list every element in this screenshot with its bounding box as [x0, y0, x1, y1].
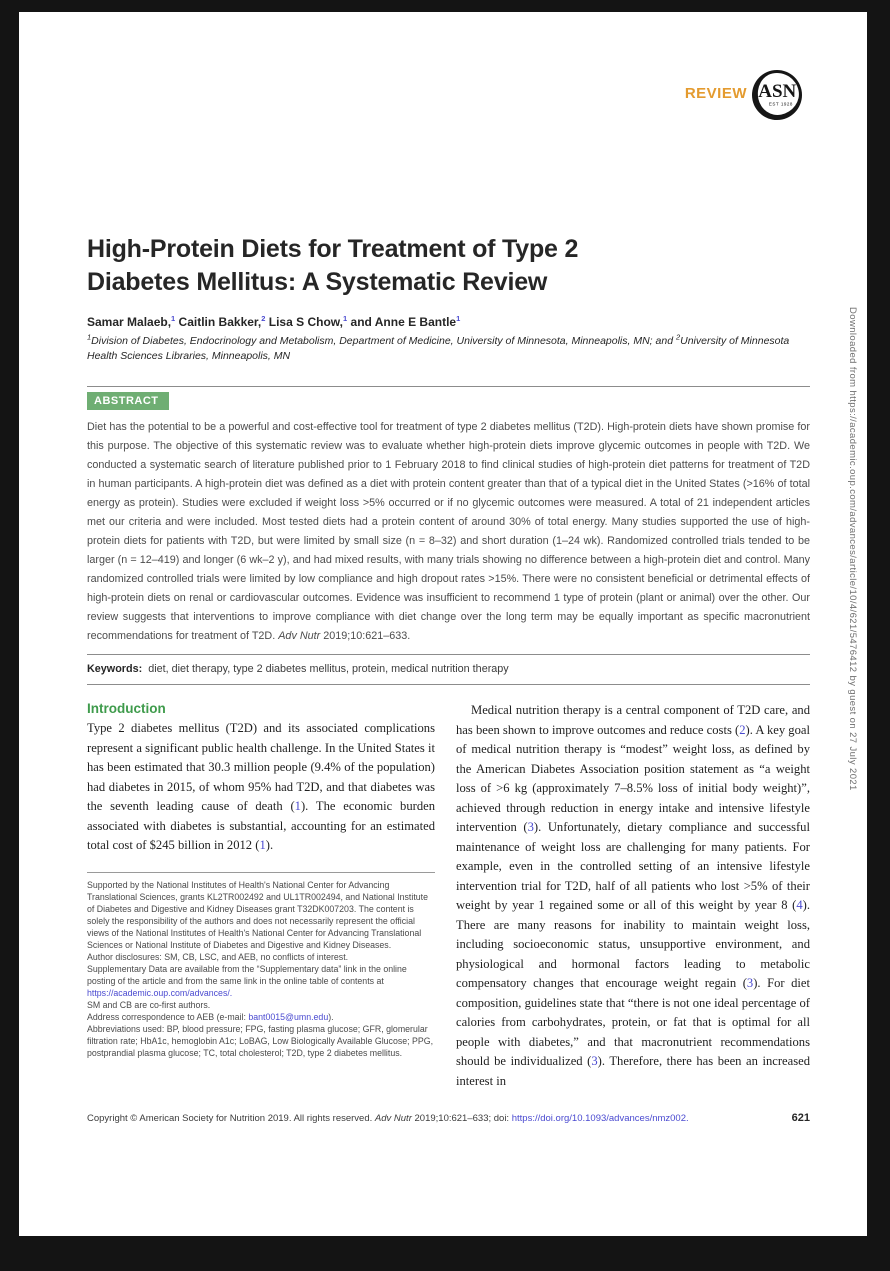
affiliation-text: University of Minnesota Health Sciences Libraries, Minneapolis, MN: [87, 335, 790, 362]
journal-name: Adv Nutr: [374, 1113, 412, 1124]
abstract-body: Diet has the potential to be a powerful and cost-effective tool for treatment of type 2 diabetes mellitus (T2D). High-protein diets have shown promise for this purpose. The objective of this systematic review was to evaluate whether high-protein diets improve glycemic outcomes in people with T2D. We conducted a systematic search of literature published prior to 1 February 2018 to find clinical studies of high-protein diet patterns for treatment of T2D in human participants. A high-protein diet was defined as a diet with protein content greater than that of a typical diet in the United States (>16% of total energy as protein). Studies were excluded if weight loss >5% occurred or if no glycemic outcomes were measured. A total of 21 independent articles met our criteria and were included. Most tested diets had a protein content of around 30% of total energy. Many studies supported the use of high-protein diets for patients with T2D, but were limited by small size (n = 8–32) and short duration (1–24 wk). Randomized controlled trials tended to be larger (n = 12–419) and longer (6 wk–2 y), and had mixed results, with many trials showing no difference between a high-protein diet and control. Many randomized controlled trials were limited by low compliance and high dropout rates >15%. There were no consistent beneficial or detrimental effects of high-protein diets on renal or cardiovascular outcomes. Evidence was insufficient to recommend 1 type of protein (plant or animal) over the other. Our review suggests that interventions to improve compliance with diet change over the long term may be equally important as specific macronutrient recommendations for treatment of T2D.: [87, 421, 810, 642]
introduction-paragraph: Type 2 diabetes mellitus (T2D) and its associated complications represent a significant public health challenge. In the United States it has been estimated that 30.3 million people (9.4% of the population) had diabetes in 2015, of whom 95% had T2D, and that diabetes was the seventh leading cause of death (1). The economic burden associated with diabetes is substantial, accounting for an estimated total cost of $245 billion in 2012 (1).: [87, 721, 436, 852]
reference-number[interactable]: 1: [259, 838, 266, 852]
title-line-1: High-Protein Diets for Treatment of Type 2: [87, 235, 579, 263]
reference-number[interactable]: 1: [294, 799, 301, 813]
reference-number[interactable]: 3: [591, 1054, 598, 1068]
abstract-citation: 2019;10:621–633.: [320, 630, 411, 642]
two-column-body: [87, 701, 810, 1112]
author-list: [87, 315, 810, 329]
article-page: [19, 12, 867, 1236]
divider: [87, 654, 810, 655]
asn-logo-text: ASN: [758, 80, 797, 102]
main-text-paragraph: Medical nutrition therapy is a central component of T2D care, and has been shown to improve outcomes and reduce costs (2). A key goal of medical nutrition therapy is “modest” weight loss, as defined by the American Diabetes Association position statement as “a weight loss of >6 kg (approximately 7–8.5% loss of initial body weight)”, achieved through reduction in energy intake and intensive lifestyle intervention (3). Unfortunately, dietary compliance and successful maintenance of weight loss are challenging for many patients. For example, even in the controlled setting of an intensive lifestyle intervention trial for T2D, half of all patients who lost >5% of their weight by year 1 regained some or all of this weight by year 8 (4). There are many reasons for inability to maintain weight loss, including socioeconomic status, unsupportive environment, and physiological and hormonal factors leading to metabolic compensatory changes that encourage weight regain (3). For diet composition, guidelines state that “there is not one ideal percentage of calories from carbohydrates, protein, or fat that is optimal for all people with diabetes,” and that macronutrient recommendations should be individualized (3). Therefore, there has been an increased interest in: [456, 703, 810, 1088]
copyright-text: Copyright © American Society for Nutrition 2019. All rights reserved.: [87, 1113, 375, 1124]
divider: [87, 684, 810, 685]
author-name: Lisa S Chow,: [265, 315, 344, 329]
footnote-support: Supported by the National Institutes of Health's National Center for Advancing Translational Sciences, grants KL2TR002492 and UL1TR002494, and National Institute of Diabetes and Digestive and Kidney Diseases grant T32DK007203. The content is solely the responsibility of the authors and does not necessarily represent the official views of the National Institutes of Health's National Center for Advancing Translational Sciences or National Institute of Diabetes and Digestive and Kidney Diseases.: [87, 879, 429, 950]
reference-number[interactable]: 4: [796, 898, 803, 912]
left-column: [87, 701, 435, 1112]
footnote-correspondence: [87, 1011, 435, 1023]
reference-number[interactable]: 3: [746, 976, 754, 990]
asn-logo-subtext: EST 1928: [768, 100, 793, 106]
footnote-supplementary: [87, 963, 435, 999]
copyright-line: [87, 1113, 689, 1124]
article-title: [87, 233, 810, 299]
correspondence-email-link[interactable]: bant0015@umn.edu: [248, 1011, 329, 1022]
author-name: Samar Malaeb,: [87, 315, 172, 329]
asn-logo: [747, 65, 806, 124]
author-superscript: 2: [261, 314, 266, 323]
abstract-label: ABSTRACT: [87, 392, 169, 410]
keywords-line: [87, 663, 810, 675]
author-name: and Anne E Bantle: [347, 315, 457, 329]
affiliation-superscript: 1: [87, 332, 92, 342]
divider: [87, 386, 810, 387]
doi-link[interactable]: https://doi.org/10.1093/advances/nmz002.: [511, 1113, 689, 1124]
page-footer: [87, 1112, 810, 1124]
download-watermark: Downloaded from https://academic.oup.com/advances/article/10/4/621/5476412 by guest on 27 July 2021: [847, 307, 858, 791]
affiliation-superscript: 2: [675, 332, 681, 342]
affiliation-line: [87, 334, 810, 364]
author-superscript: 1: [343, 314, 348, 323]
review-badge: REVIEW: [684, 85, 747, 102]
author-superscript: 1: [171, 314, 176, 323]
copyright-citation: 2019;10:621–633; doi:: [411, 1113, 512, 1124]
footnote-supplementary-text: Supplementary Data are available from the “Supplementary data” link in the online posting of the article and from the same link in the online table of contents at: [87, 963, 407, 986]
author-superscript: 1: [456, 314, 461, 323]
page-number: 621: [791, 1112, 810, 1124]
page-content: [19, 12, 867, 1236]
right-column: [456, 701, 810, 1112]
supplementary-data-link[interactable]: https://academic.oup.com/advances/.: [87, 987, 233, 998]
abstract-citation-journal: Adv Nutr: [278, 630, 321, 642]
correspondence-text: Address correspondence to AEB (e-mail:: [87, 1011, 249, 1022]
abstract-text: [87, 418, 810, 646]
reference-number[interactable]: 3: [527, 820, 534, 834]
footnote-abbreviations: Abbreviations used: BP, blood pressure; FPG, fasting plasma glucose; GFR, glomerular filtration rate; HbA1c, hemoglobin A1c; LoBAG, Low Biologically Available Glucose; PPG, postprandial plasma glucose; TC, total cholesterol; T2D, type 2 diabetes mellitus.: [87, 1023, 434, 1058]
affiliation-text: Division of Diabetes, Endocrinology and Metabolism, Department of Medicine, University of Minnesota, Minneapolis, MN; and: [91, 335, 676, 347]
keywords-text: diet, diet therapy, type 2 diabetes mellitus, protein, medical nutrition therapy: [148, 663, 509, 675]
author-name: Caitlin Bakker,: [175, 315, 262, 329]
footnotes-block: [87, 879, 435, 1059]
introduction-heading: Introduction: [87, 701, 166, 716]
footnote-divider: [87, 872, 435, 873]
reference-number[interactable]: 2: [739, 722, 746, 737]
footnote-cofirst: SM and CB are co-first authors.: [87, 999, 211, 1010]
title-line-2: Diabetes Mellitus: A Systematic Review: [87, 268, 548, 296]
correspondence-text-end: ).: [328, 1011, 334, 1022]
keywords-label: Keywords:: [87, 663, 143, 675]
footnote-disclosures: Author disclosures: SM, CB, LSC, and AEB, no conflicts of interest.: [87, 951, 349, 962]
